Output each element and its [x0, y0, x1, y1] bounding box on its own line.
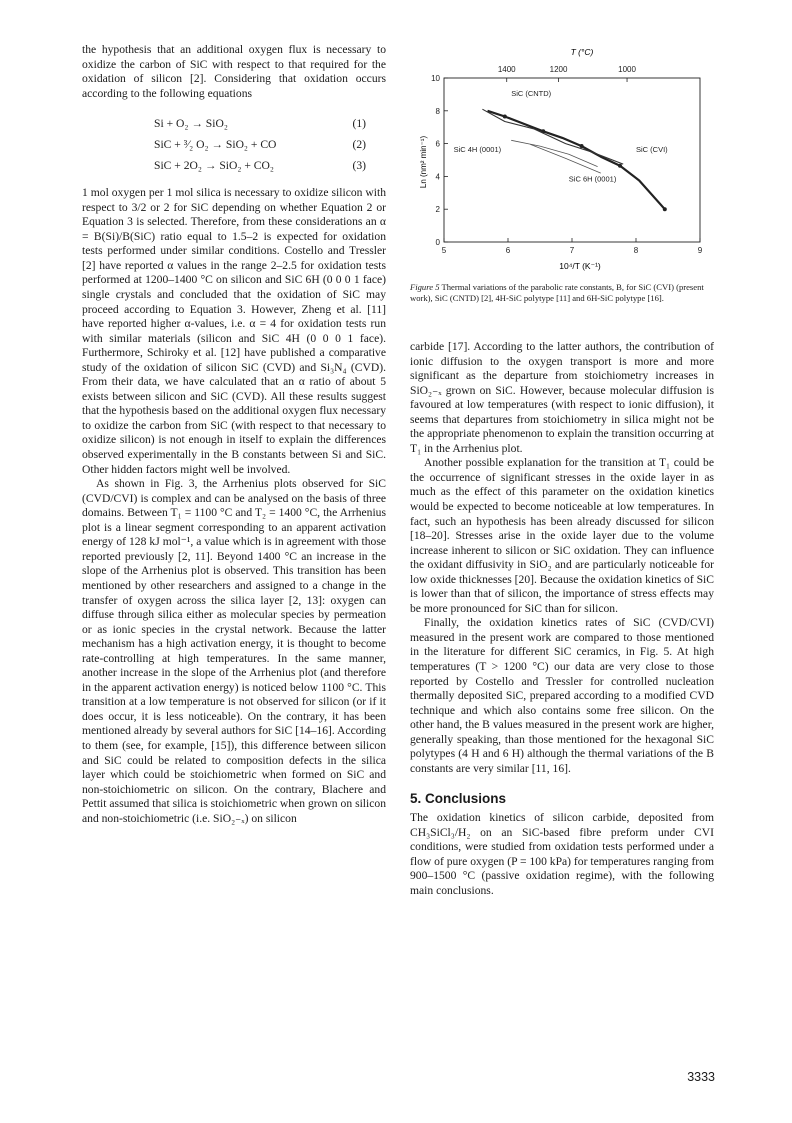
paragraph: Finally, the oxidation kinetics rates of SiC (CVD/CVI) measured in the present work are compared to those mentioned in the literature for different SiC ceramics, in Fig. 5. At high temperatures (T > 1200 °C) our data are very close to those reported by Costello and Tressler for controlled nucleation thermally deposited SiC, prepared according to a modified CVD technique and which also contains some free silicon. On the other hand, the B values measured in the present work are higher, generally speaking, than those mentioned for the hexagonal SiC polytypes (4 H and 6 H) although the thermal variations of the B constants are very similar [11, 16]. — [410, 616, 714, 775]
caption-label: Figure 5 — [410, 282, 440, 292]
x-tick-label: 5 — [441, 246, 447, 255]
x-tick-label: 9 — [697, 246, 703, 255]
equation-3 — [82, 155, 386, 176]
data-point — [663, 207, 667, 211]
data-point — [618, 164, 622, 168]
x-tick-label: 8 — [633, 246, 639, 255]
paragraph: Another possible explanation for the transition at T₁ could be the occurrence of significant stresses in the oxide layer in as much as the effect of this parameter on the oxidation kinetics would be expected to become noticeable at low temperatures. In fact, such an hypothesis has been already discussed for silicon [18–20]. Stresses arise in the oxide layer due to the volume increase inherent to silicon or SiC oxidation. They can influence the oxidant diffusivity in SiO₂ and are particularly noticeable for low oxide thicknesses [20]. Because the oxidation kinetics of SiC is lower than that of silicon, the importance of stress effects may be more pronounced for SiC than for silicon. — [410, 456, 714, 615]
top-tick-label: 1200 — [549, 65, 568, 74]
y-tick-label: 6 — [435, 139, 440, 149]
y-tick-label: 0 — [435, 238, 440, 247]
top-axis-label: T (°C) — [570, 47, 594, 57]
equation-1 — [82, 113, 386, 134]
series-annotation: SiC (CNTD) — [511, 89, 552, 99]
page-number: 3333 — [687, 1070, 715, 1084]
figure-caption — [410, 282, 714, 304]
equation-number: (1) — [352, 117, 366, 131]
equation-expression: SiC + ³⁄₂ O₂ → SiO₂ + CO — [154, 138, 277, 152]
equation-number: (2) — [352, 138, 366, 152]
equation-2 — [82, 134, 386, 155]
data-point — [580, 144, 584, 148]
section-heading: 5. Conclusions — [410, 791, 507, 807]
paragraph: As shown in Fig. 3, the Arrhenius plots observed for SiC (CVD/CVI) is complex and can be analysed on the basis of three domains. Between T₁ = 1100 °C and T₂ = 1400 °C, the Arrhenius plot is a linear segment corresponding to an apparent activation energy of 128 kJ mol⁻¹, a value which is in agreement with those reported previously [2, 11]. Beyond 1400 °C an increase in the slope of the Arrhenius plot is observed. This transition has been mentioned by other researchers and assigned to a change in the transfer of oxygen across the silica layer [2, 13]: oxygen can diffuse through silica either as molecular species by permeation or as ionic species in the crystal network. Because the latter mechanism has a high activation energy, it is thought to become rate-controlling at high temperatures. In the same manner, another increase in the slope of the Arrhenius plot (and therefore in the apparent activation energy) is noticed below 1100 °C. This transition at a low temperature is not observed for silicon (or if it does occur, it is less noticeable). On the contrary, it has been mentioned already by several authors for SiC [14–16]. According to them (see, for example, [15]), this difference between silicon and SiC could be related to composition defects in the silica layer which could be stoichiometric when formed on SiC and non-stoichiometric on silicon. On the contrary, Blachere and Pettit assumed that silica is stoichiometric when grown on silicon and non-stoichiometric (i.e. SiO₂₋ₓ) on silicon — [82, 477, 386, 825]
chart-axes — [444, 78, 700, 242]
series-line — [530, 144, 600, 173]
right-column — [410, 340, 714, 898]
equation-block — [82, 113, 386, 176]
caption-text: Thermal variations of the parabolic rate constants, B, for SiC (CVI) (present work), SiC (CNTD) [2], 4H-SiC polytype [11] and 6H-SiC polytype [16]. — [410, 282, 704, 303]
figure-chart — [410, 40, 714, 278]
paragraph: the hypothesis that an additional oxygen flux is necessary to oxidize the carbon of SiC with respect to that required for the oxidation of silicon [2]. Considering that oxidation occurs according to the following equations — [82, 43, 386, 100]
series-line — [488, 111, 665, 209]
y-tick-label: 2 — [435, 205, 440, 215]
top-tick-label: 1000 — [618, 65, 636, 74]
paragraph: carbide [17]. According to the latter authors, the contribution of ionic diffusion to the oxygen transport is more and more significant as the departure from stoichiometry increases in SiO₂₋ₓ grown on SiC. However, because molecular diffusion is favoured at low temperatures (with respect to ionic diffusion), it seems that departures from stoichiometry in silica might not be the appropriate phenomenon to explain the transition occurring at T₁ in the Arrhenius plot. — [410, 340, 714, 455]
chart-series — [482, 109, 666, 211]
chart-ticks — [431, 65, 703, 255]
series-annotation: SiC (CVI) — [636, 144, 668, 154]
plot-frame — [444, 78, 700, 242]
y-tick-label: 10 — [431, 74, 440, 83]
y-tick-label: 8 — [435, 106, 440, 116]
chart-annotations — [454, 89, 669, 183]
equation-expression: SiC + 2O₂ → SiO₂ + CO₂ — [154, 159, 274, 173]
x-tick-label: 7 — [569, 246, 575, 255]
y-tick-label: 4 — [435, 172, 440, 182]
paragraph: The oxidation kinetics of silicon carbide, deposited from CH₃SiCl₃/H₂ on an SiC-based fibre preform under CVI conditions, were studied from oxidation tests performed under a flow of pure oxygen (P = 100 kPa) for temperatures ranging from 900–1500 °C (passive oxidation regime), with the following main conclusions. — [410, 810, 714, 897]
paragraph: 1 mol oxygen per 1 mol silica is necessary to oxidize silicon with respect to 3/2 or 2 for SiC depending on whether Equation 2 or Equation 3 is selected. Therefore, from these considerations an α = B(Si)/B(SiC) ratio equal to 1.5–2 is expected for oxidation tests performed under similar conditions. Costello and Tressler [2] have reported α values in the range 2–2.5 for oxidation tests performed at 1200–1400 °C on silicon and SiC 6H (0 0 0 1 face) single crystals and concluded that the oxidation of SiC may proceed according to Equation 3. However, Zheng et al. [11] have reported higher α-values, i.e. α = 4 for oxidation tests run with similar materials (silicon and SiC 4H (0 0 0 1 face). Furthermore, Schiroky et al. [12] have published a comparative study of the oxidation of silicon SiC (CVD) and Si₃N₄ (CVD). From their data, we have calculated that an α ratio of about 5 exists between silicon and SiC (CVD). All these results suggest that the hypothesis based on the additional oxygen flux necessary to oxidize the carbon from SiC (with respect to that necessary to oxidize silicon) is not enough in itself to explain the differences observed experimentally in the B constants between Si and SiC. Other hidden factors might well be involved. — [82, 186, 386, 476]
series-line — [511, 140, 597, 166]
x-axis-label: 10⁴/T (K⁻¹) — [559, 261, 601, 271]
y-axis-label: Ln (nm² min⁻¹) — [419, 135, 428, 189]
series-annotation: SiC 4H (0001) — [453, 144, 502, 154]
top-tick-label: 1400 — [497, 65, 516, 74]
equation-expression: Si + O₂ → SiO₂ — [154, 117, 228, 131]
series-annotation: SiC 6H (0001) — [568, 174, 617, 184]
data-point — [503, 115, 507, 119]
equation-number: (3) — [352, 159, 366, 173]
x-tick-label: 6 — [505, 246, 511, 255]
left-column — [82, 43, 386, 826]
